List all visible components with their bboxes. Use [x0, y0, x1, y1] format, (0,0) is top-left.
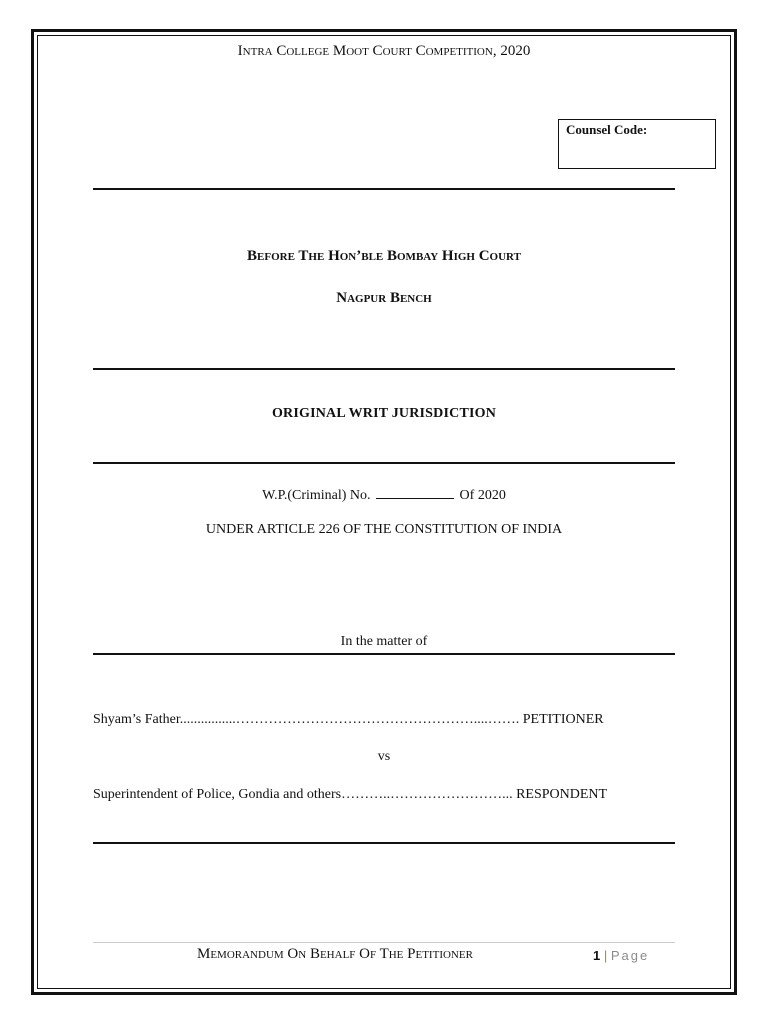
respondent-dots: ………..……………………... — [341, 787, 513, 802]
divider-rule-3 — [93, 462, 675, 464]
petitioner-dots: ................……………………………………………....……. — [179, 712, 520, 727]
jurisdiction-heading: ORIGINAL WRIT JURISDICTION — [271, 406, 497, 421]
wp-suffix: Of 2020 — [459, 488, 506, 503]
page-label: Page — [610, 948, 650, 963]
writ-petition-number — [0, 486, 768, 504]
counsel-code-label: Counsel Code: — [566, 122, 648, 137]
respondent-line — [93, 787, 675, 803]
page-number-value: 1 — [593, 948, 601, 963]
page-border-inner — [37, 35, 731, 989]
divider-rule-4 — [93, 653, 675, 655]
respondent-role: RESPONDENT — [516, 787, 608, 802]
page-number — [593, 948, 649, 963]
petitioner-line — [93, 712, 675, 728]
wp-prefix: W.P.(Criminal) No. — [262, 488, 371, 503]
bench-title: Nagpur Bench — [336, 290, 432, 306]
page-separator: | — [603, 948, 608, 963]
divider-rule-5 — [93, 842, 675, 844]
footer-rule — [93, 942, 675, 943]
footer-title: Memorandum On Behalf Of The Petitioner — [197, 946, 473, 962]
counsel-code-box — [558, 119, 716, 169]
petitioner-name: Shyam’s Father — [93, 712, 180, 727]
divider-rule-2 — [93, 368, 675, 370]
versus-label: vs — [377, 749, 391, 764]
petitioner-role: PETITIONER — [522, 712, 604, 727]
competition-title: Intra College Moot Court Competition, 2020 — [237, 43, 531, 59]
wp-number-blank — [376, 486, 454, 499]
respondent-name: Superintendent of Police, Gondia and others — [93, 787, 342, 802]
article-line: UNDER ARTICLE 226 OF THE CONSTITUTION OF INDIA — [205, 522, 563, 537]
divider-rule-1 — [93, 188, 675, 190]
matter-line: In the matter of — [340, 634, 428, 649]
court-title: Before The Hon’ble Bombay High Court — [247, 248, 521, 264]
